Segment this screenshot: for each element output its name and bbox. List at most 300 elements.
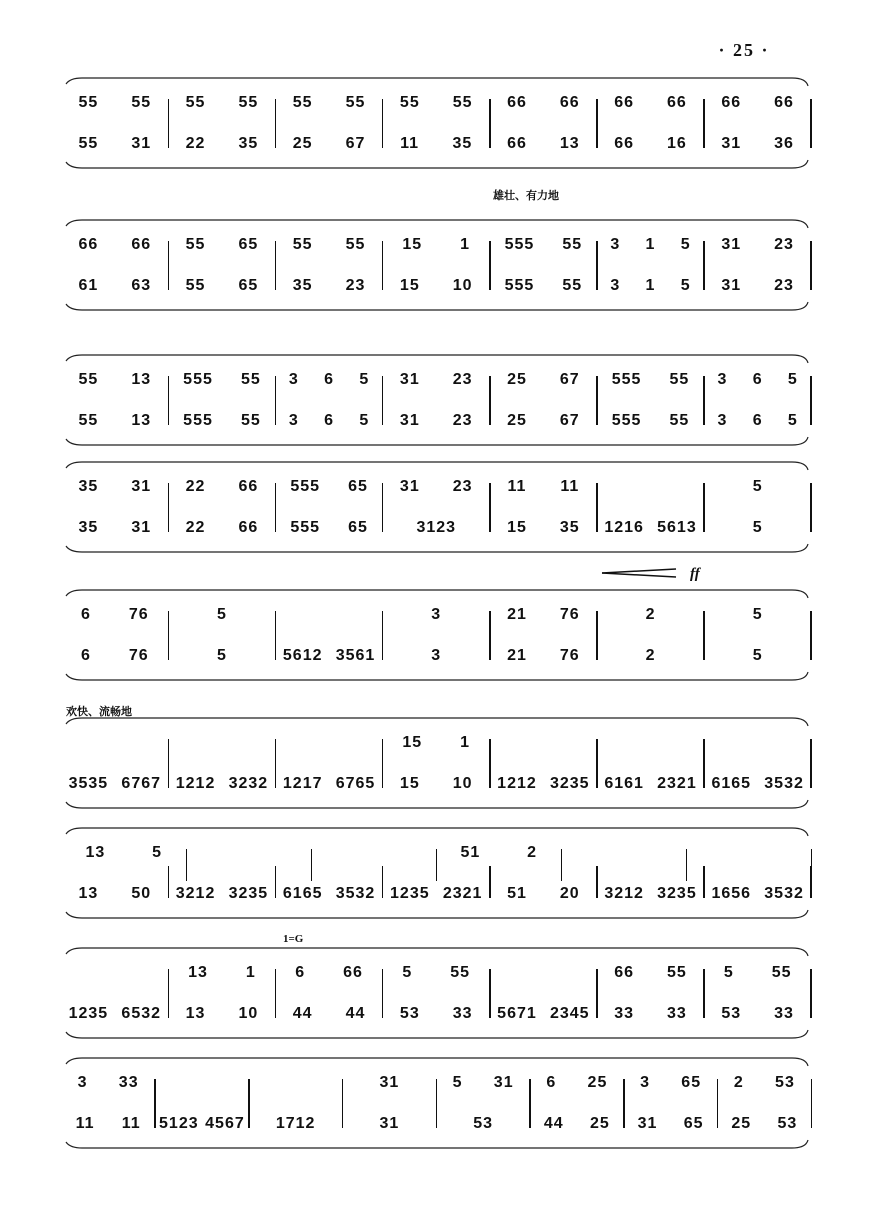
note-group: 5 bbox=[723, 964, 734, 981]
note-group: 6 bbox=[295, 964, 306, 981]
lower-voice-row bbox=[62, 884, 812, 904]
phrase-slur bbox=[62, 718, 812, 810]
note-group: 65 bbox=[238, 236, 259, 253]
note-group: 55 bbox=[78, 94, 99, 111]
note-group: 53 bbox=[473, 1115, 494, 1132]
note-group: 15 bbox=[399, 277, 420, 294]
note-group: 35 bbox=[78, 519, 99, 536]
barline bbox=[810, 986, 812, 1018]
measure bbox=[705, 646, 811, 666]
note-group: 67 bbox=[559, 371, 580, 388]
key-signature: 1=G bbox=[283, 933, 304, 945]
note-group: 6165 bbox=[711, 775, 752, 792]
note-group: 3535 bbox=[68, 775, 109, 792]
measure bbox=[705, 370, 811, 390]
note-group: 555 bbox=[183, 371, 213, 388]
note-group: 3 bbox=[288, 412, 299, 429]
note-group: 6 bbox=[752, 371, 763, 388]
note-group: 5 bbox=[752, 606, 763, 623]
measure bbox=[491, 370, 597, 390]
measure bbox=[169, 518, 275, 538]
measure bbox=[169, 370, 275, 390]
note-group: 35 bbox=[78, 478, 99, 495]
note-group: 61 bbox=[78, 277, 99, 294]
measure bbox=[562, 843, 686, 863]
note-group: 33 bbox=[667, 1005, 687, 1022]
note-group: 1 bbox=[460, 236, 471, 253]
measure bbox=[383, 605, 489, 625]
notation-system bbox=[62, 590, 812, 682]
measure bbox=[491, 477, 597, 497]
note-group: 5612 bbox=[282, 647, 323, 664]
note-group: 3 bbox=[610, 277, 621, 294]
measure bbox=[383, 963, 489, 983]
note-group: 15 bbox=[402, 734, 423, 751]
measure bbox=[62, 1004, 168, 1024]
note-group: 3212 bbox=[175, 885, 216, 902]
note-group: 76 bbox=[128, 647, 149, 664]
note-group: 4567 bbox=[205, 1115, 245, 1132]
measure bbox=[383, 93, 489, 113]
note-group: 55 bbox=[562, 277, 583, 294]
note-group: 23 bbox=[345, 277, 366, 294]
measure bbox=[276, 1004, 382, 1024]
lower-voice-row bbox=[62, 276, 812, 296]
note-group: 2 bbox=[645, 647, 656, 664]
phrase-slur bbox=[62, 462, 812, 554]
note-group: 55 bbox=[345, 94, 366, 111]
note-group: 66 bbox=[507, 94, 527, 111]
note-group: 6165 bbox=[282, 885, 323, 902]
measure bbox=[156, 1114, 248, 1134]
measure bbox=[598, 884, 704, 904]
note-group: 44 bbox=[543, 1115, 564, 1132]
note-group: 1235 bbox=[390, 885, 430, 902]
note-group: 55 bbox=[131, 94, 152, 111]
note-group: 555 bbox=[290, 478, 321, 495]
phrase-slur bbox=[62, 948, 812, 1040]
note-group: 65 bbox=[348, 519, 368, 536]
note-group: 3 bbox=[288, 371, 299, 388]
note-group: 1 bbox=[645, 277, 656, 294]
note-group: 5 bbox=[752, 647, 763, 664]
note-group: 5 bbox=[752, 519, 763, 536]
note-group: 1216 bbox=[604, 519, 644, 536]
note-group: 1212 bbox=[497, 775, 537, 792]
notation-system bbox=[62, 78, 812, 170]
measure bbox=[276, 733, 382, 753]
measure bbox=[276, 411, 382, 431]
measure bbox=[491, 605, 597, 625]
note-group: 33 bbox=[614, 1005, 634, 1022]
note-group: 31 bbox=[721, 277, 742, 294]
note-group: 3235 bbox=[549, 775, 590, 792]
notation-system bbox=[62, 1058, 812, 1150]
note-group: 3561 bbox=[335, 647, 376, 664]
note-group: 55 bbox=[562, 236, 583, 253]
measure bbox=[276, 370, 382, 390]
upper-voice-row bbox=[62, 370, 812, 390]
note-group: 33 bbox=[774, 1005, 794, 1022]
note-group: 3123 bbox=[416, 519, 457, 536]
measure bbox=[383, 134, 489, 154]
note-group: 35 bbox=[292, 277, 313, 294]
note-group: 6161 bbox=[604, 775, 644, 792]
note-group: 76 bbox=[559, 647, 580, 664]
barline bbox=[810, 116, 812, 148]
note-group: 20 bbox=[559, 885, 580, 902]
note-group: 22 bbox=[185, 478, 206, 495]
measure bbox=[598, 477, 704, 497]
note-group: 55 bbox=[669, 371, 690, 388]
measure bbox=[276, 477, 382, 497]
note-group: 5 bbox=[680, 277, 691, 294]
note-group: 13 bbox=[188, 964, 208, 981]
measure bbox=[169, 605, 275, 625]
lower-voice-row bbox=[62, 1114, 812, 1134]
measure bbox=[598, 963, 704, 983]
note-group: 66 bbox=[774, 94, 794, 111]
note-group: 66 bbox=[721, 94, 742, 111]
measure bbox=[169, 646, 275, 666]
note-group: 31 bbox=[131, 478, 152, 495]
measure bbox=[383, 477, 489, 497]
note-group: 1 bbox=[245, 964, 256, 981]
notation-system bbox=[62, 355, 812, 447]
note-group: 53 bbox=[399, 1005, 420, 1022]
measure bbox=[598, 276, 704, 296]
measure bbox=[276, 276, 382, 296]
note-group: 55 bbox=[240, 412, 261, 429]
note-group: 55 bbox=[399, 94, 420, 111]
note-group: 31 bbox=[379, 1074, 400, 1091]
note-group: 3235 bbox=[228, 885, 269, 902]
lower-voice-row bbox=[62, 518, 812, 538]
measure bbox=[598, 93, 704, 113]
note-group: 11 bbox=[560, 478, 580, 495]
note-group: 66 bbox=[78, 236, 99, 253]
measure bbox=[383, 370, 489, 390]
crescendo-hairpin bbox=[600, 568, 680, 578]
measure bbox=[383, 646, 489, 666]
note-group: 5 bbox=[359, 371, 370, 388]
note-group: 55 bbox=[292, 236, 313, 253]
note-group: 3532 bbox=[764, 885, 804, 902]
note-group: 55 bbox=[452, 94, 473, 111]
note-group: 1235 bbox=[68, 1005, 109, 1022]
measure bbox=[383, 884, 489, 904]
measure bbox=[705, 134, 811, 154]
note-group: 55 bbox=[185, 277, 206, 294]
note-group: 11 bbox=[121, 1115, 141, 1132]
tempo-marking-majestic: 雄壮、有力地 bbox=[493, 189, 559, 202]
measure bbox=[62, 774, 168, 794]
note-group: 3 bbox=[431, 647, 442, 664]
note-group: 3 bbox=[77, 1074, 88, 1091]
barline bbox=[810, 393, 812, 425]
note-group: 23 bbox=[452, 412, 473, 429]
measure bbox=[169, 884, 275, 904]
measure bbox=[705, 235, 811, 255]
note-group: 55 bbox=[238, 94, 259, 111]
note-group: 31 bbox=[637, 1115, 658, 1132]
measure bbox=[62, 518, 168, 538]
note-group: 555 bbox=[290, 519, 321, 536]
note-group: 2 bbox=[733, 1074, 744, 1091]
note-group: 31 bbox=[399, 371, 420, 388]
note-group: 55 bbox=[667, 964, 687, 981]
measure bbox=[62, 963, 168, 983]
page-number: · 25 · bbox=[718, 40, 770, 60]
measure bbox=[705, 733, 811, 753]
note-group: 66 bbox=[238, 478, 259, 495]
measure bbox=[276, 134, 382, 154]
measure bbox=[276, 605, 382, 625]
notation-system bbox=[62, 220, 812, 312]
note-group: 31 bbox=[721, 135, 742, 152]
note-group: 5 bbox=[217, 647, 227, 664]
measure bbox=[491, 646, 597, 666]
measure bbox=[62, 1114, 154, 1134]
measure bbox=[718, 1073, 810, 1093]
measure bbox=[62, 843, 186, 863]
measure bbox=[437, 843, 561, 863]
note-group: 3235 bbox=[657, 885, 697, 902]
measure bbox=[491, 518, 597, 538]
measure bbox=[383, 774, 489, 794]
note-group: 55 bbox=[292, 94, 313, 111]
note-group: 55 bbox=[345, 236, 366, 253]
note-group: 3 bbox=[717, 371, 728, 388]
measure bbox=[276, 774, 382, 794]
note-group: 66 bbox=[131, 236, 152, 253]
measure bbox=[169, 1004, 275, 1024]
phrase-slur bbox=[62, 78, 812, 170]
note-group: 66 bbox=[614, 94, 634, 111]
note-group: 5 bbox=[452, 1074, 463, 1091]
measure bbox=[169, 411, 275, 431]
note-group: 2345 bbox=[549, 1005, 590, 1022]
measure bbox=[62, 276, 168, 296]
note-group: 55 bbox=[669, 412, 690, 429]
note-group: 23 bbox=[774, 277, 794, 294]
note-group: 65 bbox=[348, 478, 368, 495]
note-group: 3212 bbox=[604, 885, 644, 902]
note-group: 5 bbox=[359, 412, 370, 429]
upper-voice-row bbox=[62, 477, 812, 497]
measure bbox=[531, 1114, 623, 1134]
note-group: 55 bbox=[185, 94, 206, 111]
note-group: 63 bbox=[131, 277, 152, 294]
note-group: 25 bbox=[507, 371, 527, 388]
measure bbox=[343, 1114, 435, 1134]
measure bbox=[705, 411, 811, 431]
note-group: 21 bbox=[507, 606, 527, 623]
barline bbox=[811, 1096, 813, 1128]
measure bbox=[276, 963, 382, 983]
barline bbox=[810, 258, 812, 290]
measure bbox=[491, 963, 597, 983]
note-group: 13 bbox=[131, 371, 152, 388]
note-group: 1212 bbox=[175, 775, 216, 792]
measure bbox=[491, 411, 597, 431]
measure bbox=[491, 733, 597, 753]
notation-system bbox=[62, 718, 812, 810]
upper-voice-row bbox=[62, 605, 812, 625]
lower-voice-row bbox=[62, 411, 812, 431]
measure bbox=[169, 235, 275, 255]
measure bbox=[312, 843, 436, 863]
measure bbox=[169, 276, 275, 296]
note-group: 44 bbox=[292, 1005, 313, 1022]
measure bbox=[598, 235, 704, 255]
note-group: 5 bbox=[787, 371, 798, 388]
measure bbox=[598, 1004, 704, 1024]
measure bbox=[598, 370, 704, 390]
measure bbox=[383, 235, 489, 255]
measure bbox=[62, 733, 168, 753]
phrase-slur bbox=[62, 220, 812, 312]
note-group: 16 bbox=[667, 135, 687, 152]
note-group: 31 bbox=[131, 135, 152, 152]
note-group: 55 bbox=[450, 964, 471, 981]
measure bbox=[276, 235, 382, 255]
measure bbox=[705, 884, 811, 904]
note-group: 31 bbox=[131, 519, 152, 536]
note-group: 6765 bbox=[335, 775, 376, 792]
note-group: 55 bbox=[78, 412, 99, 429]
measure bbox=[598, 134, 704, 154]
note-group: 66 bbox=[507, 135, 527, 152]
measure bbox=[705, 477, 811, 497]
measure bbox=[169, 93, 275, 113]
note-group: 3532 bbox=[335, 885, 376, 902]
note-group: 31 bbox=[379, 1115, 400, 1132]
note-group: 25 bbox=[292, 135, 313, 152]
note-group: 55 bbox=[240, 371, 261, 388]
measure bbox=[491, 1004, 597, 1024]
upper-voice-row bbox=[62, 733, 812, 753]
phrase-slur bbox=[62, 590, 812, 682]
barline bbox=[810, 866, 812, 898]
note-group: 10 bbox=[238, 1005, 259, 1022]
measure bbox=[598, 646, 704, 666]
note-group: 33 bbox=[452, 1005, 473, 1022]
lower-voice-row bbox=[62, 1004, 812, 1024]
note-group: 66 bbox=[559, 94, 580, 111]
measure bbox=[598, 733, 704, 753]
measure bbox=[62, 884, 168, 904]
measure bbox=[62, 646, 168, 666]
measure bbox=[276, 884, 382, 904]
note-group: 65 bbox=[238, 277, 259, 294]
note-group: 2321 bbox=[442, 885, 483, 902]
note-group: 55 bbox=[771, 964, 792, 981]
measure bbox=[705, 276, 811, 296]
note-group: 1 bbox=[460, 734, 471, 751]
note-group: 35 bbox=[452, 135, 473, 152]
note-group: 6 bbox=[80, 647, 91, 664]
note-group: 15 bbox=[402, 236, 423, 253]
measure bbox=[169, 733, 275, 753]
note-group: 23 bbox=[452, 371, 473, 388]
note-group: 13 bbox=[131, 412, 152, 429]
measure bbox=[276, 93, 382, 113]
upper-voice-row bbox=[62, 1073, 812, 1093]
note-group: 11 bbox=[507, 478, 527, 495]
note-group: 15 bbox=[507, 519, 527, 536]
measure bbox=[169, 134, 275, 154]
note-group: 6 bbox=[546, 1074, 557, 1091]
note-group: 555 bbox=[504, 236, 535, 253]
note-group: 53 bbox=[721, 1005, 742, 1022]
note-group: 1712 bbox=[275, 1115, 316, 1132]
measure bbox=[491, 884, 597, 904]
note-group: 5 bbox=[752, 478, 763, 495]
note-group: 25 bbox=[590, 1115, 610, 1132]
note-group: 3232 bbox=[228, 775, 269, 792]
note-group: 3532 bbox=[764, 775, 804, 792]
note-group: 11 bbox=[400, 135, 420, 152]
measure bbox=[687, 843, 811, 863]
note-group: 555 bbox=[183, 412, 213, 429]
note-group: 5613 bbox=[657, 519, 697, 536]
note-group: 6 bbox=[324, 412, 335, 429]
note-group: 66 bbox=[614, 135, 634, 152]
note-group: 76 bbox=[559, 606, 580, 623]
note-group: 5 bbox=[217, 606, 227, 623]
note-group: 3 bbox=[610, 236, 621, 253]
note-group: 2321 bbox=[657, 775, 697, 792]
note-group: 21 bbox=[507, 647, 527, 664]
note-group: 15 bbox=[399, 775, 420, 792]
note-group: 35 bbox=[559, 519, 580, 536]
measure bbox=[383, 1004, 489, 1024]
notation-system bbox=[62, 462, 812, 554]
measure bbox=[187, 843, 311, 863]
note-group: 1 bbox=[645, 236, 656, 253]
measure bbox=[598, 774, 704, 794]
note-group: 6532 bbox=[121, 1005, 162, 1022]
lower-voice-row bbox=[62, 774, 812, 794]
measure bbox=[62, 134, 168, 154]
note-group: 35 bbox=[238, 135, 259, 152]
measure bbox=[625, 1114, 717, 1134]
measure bbox=[705, 605, 811, 625]
measure bbox=[62, 93, 168, 113]
measure bbox=[383, 411, 489, 431]
note-group: 31 bbox=[721, 236, 742, 253]
phrase-slur bbox=[62, 355, 812, 447]
note-group: 23 bbox=[452, 478, 473, 495]
note-group: 55 bbox=[78, 371, 99, 388]
note-group: 66 bbox=[343, 964, 363, 981]
note-group: 13 bbox=[559, 135, 580, 152]
note-group: 25 bbox=[731, 1115, 752, 1132]
note-group: 65 bbox=[683, 1115, 704, 1132]
notation-system bbox=[62, 828, 812, 920]
measure bbox=[62, 477, 168, 497]
note-group: 5 bbox=[152, 844, 163, 861]
note-group: 5 bbox=[680, 236, 691, 253]
measure bbox=[169, 963, 275, 983]
measure bbox=[156, 1073, 248, 1093]
measure bbox=[625, 1073, 717, 1093]
note-group: 67 bbox=[559, 412, 580, 429]
measure bbox=[531, 1073, 623, 1093]
note-group: 6 bbox=[752, 412, 763, 429]
note-group: 3 bbox=[717, 412, 728, 429]
